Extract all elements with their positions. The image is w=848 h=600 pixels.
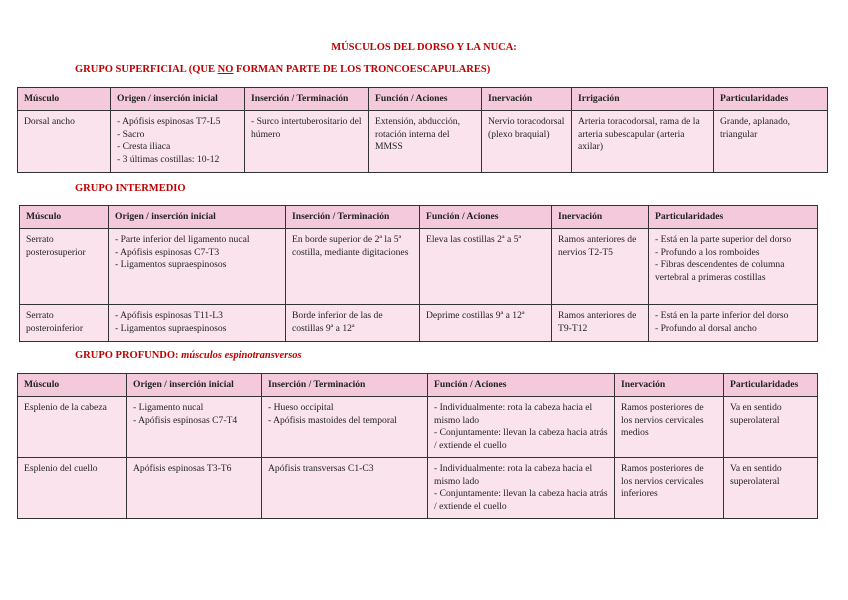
cell-function: Extensión, abducción, rotación interna del MMSS xyxy=(369,111,482,173)
column-header: Origen / inserción inicial xyxy=(127,374,262,397)
cell-insertion: Borde inferior de las de costillas 9ª a 12ª xyxy=(286,305,420,342)
table-superficial xyxy=(17,87,828,173)
table-row xyxy=(18,397,818,458)
table-intermedio xyxy=(19,205,818,342)
column-header: Particularidades xyxy=(724,374,818,397)
column-header: Inervación xyxy=(615,374,724,397)
column-header: Función / Aciones xyxy=(428,374,615,397)
column-header: Inserción / Terminación xyxy=(262,374,428,397)
section-heading-superficial: GRUPO SUPERFICIAL (QUE NO FORMAN PARTE DE LOS TRONCOESCAPULARES) xyxy=(75,64,491,75)
column-header: Músculo xyxy=(18,88,111,111)
table-header-row xyxy=(20,206,818,229)
cell-insertion: - Hueso occipital - Apófisis mastoides del temporal xyxy=(262,397,428,458)
column-header: Inervación xyxy=(482,88,572,111)
column-header: Músculo xyxy=(20,206,109,229)
cell-origin: - Parte inferior del ligamento nucal - Apófisis espinosas C7-T3 - Ligamentos supraespinosos xyxy=(109,229,286,305)
cell-insertion: En borde superior de 2ª la 5ª costilla, mediante digitaciones xyxy=(286,229,420,305)
section-heading-profundo: GRUPO PROFUNDO: músculos espinotransversos xyxy=(75,350,302,361)
cell-muscle: Serrato posterosuperior xyxy=(20,229,109,305)
cell-origin: - Apófisis espinosas T7-L5 - Sacro - Cresta iliaca - 3 últimas costillas: 10-12 xyxy=(111,111,245,173)
cell-innervation: Ramos anteriores de nervios T2-T5 xyxy=(552,229,649,305)
column-header: Función / Aciones xyxy=(420,206,552,229)
table-header-row xyxy=(18,374,818,397)
column-header: Inervación xyxy=(552,206,649,229)
cell-muscle: Esplenio de la cabeza xyxy=(18,397,127,458)
table-row xyxy=(18,111,828,173)
cell-notes: - Está en la parte superior del dorso - Profundo a los romboides - Fibras descendentes de columna vertebral a primeras costillas xyxy=(649,229,818,305)
table-row xyxy=(20,229,818,305)
column-header: Origen / inserción inicial xyxy=(109,206,286,229)
column-header: Particularidades xyxy=(649,206,818,229)
cell-notes: Va en sentido superolateral xyxy=(724,458,818,519)
table-profundo xyxy=(17,373,818,519)
cell-muscle: Serrato posteroinferior xyxy=(20,305,109,342)
cell-muscle: Esplenio del cuello xyxy=(18,458,127,519)
cell-function: Deprime costillas 9ª a 12ª xyxy=(420,305,552,342)
cell-innervation: Ramos anteriores de T9-T12 xyxy=(552,305,649,342)
table-header-row xyxy=(18,88,828,111)
cell-origin: - Ligamento nucal - Apófisis espinosas C7-T4 xyxy=(127,397,262,458)
cell-irrigation: Arteria toracodorsal, rama de la arteria subescapular (arteria axilar) xyxy=(572,111,714,173)
cell-insertion: Apófisis transversas C1-C3 xyxy=(262,458,428,519)
cell-insertion: - Surco intertuberositario del húmero xyxy=(245,111,369,173)
cell-origin: Apófisis espinosas T3-T6 xyxy=(127,458,262,519)
cell-function: Eleva las costillas 2ª a 5ª xyxy=(420,229,552,305)
cell-innervation: Ramos posteriores de los nervios cervicales medios xyxy=(615,397,724,458)
cell-function: - Individualmente: rota la cabeza hacia el mismo lado - Conjuntamente: llevan la cabeza hacia atrás / extiende el cuello xyxy=(428,397,615,458)
table-row xyxy=(18,458,818,519)
column-header: Músculo xyxy=(18,374,127,397)
page-title: MÚSCULOS DEL DORSO Y LA NUCA: xyxy=(331,42,517,53)
cell-innervation: Nervio toracodorsal (plexo braquial) xyxy=(482,111,572,173)
cell-notes: Grande, aplanado, triangular xyxy=(714,111,828,173)
cell-origin: - Apófisis espinosas T11-L3 - Ligamentos supraespinosos xyxy=(109,305,286,342)
cell-muscle: Dorsal ancho xyxy=(18,111,111,173)
column-header: Inserción / Terminación xyxy=(286,206,420,229)
column-header: Inserción / Terminación xyxy=(245,88,369,111)
section-heading-intermedio: GRUPO INTERMEDIO xyxy=(75,183,186,194)
column-header: Irrigación xyxy=(572,88,714,111)
cell-notes: Va en sentido superolateral xyxy=(724,397,818,458)
column-header: Origen / inserción inicial xyxy=(111,88,245,111)
cell-notes: - Está en la parte inferior del dorso - Profundo al dorsal ancho xyxy=(649,305,818,342)
cell-innervation: Ramos posteriores de los nervios cervicales inferiores xyxy=(615,458,724,519)
table-row xyxy=(20,305,818,342)
column-header: Función / Aciones xyxy=(369,88,482,111)
cell-function: - Individualmente: rota la cabeza hacia el mismo lado - Conjuntamente: llevan la cabeza hacia atrás / extiende el cuello xyxy=(428,458,615,519)
column-header: Particularidades xyxy=(714,88,828,111)
